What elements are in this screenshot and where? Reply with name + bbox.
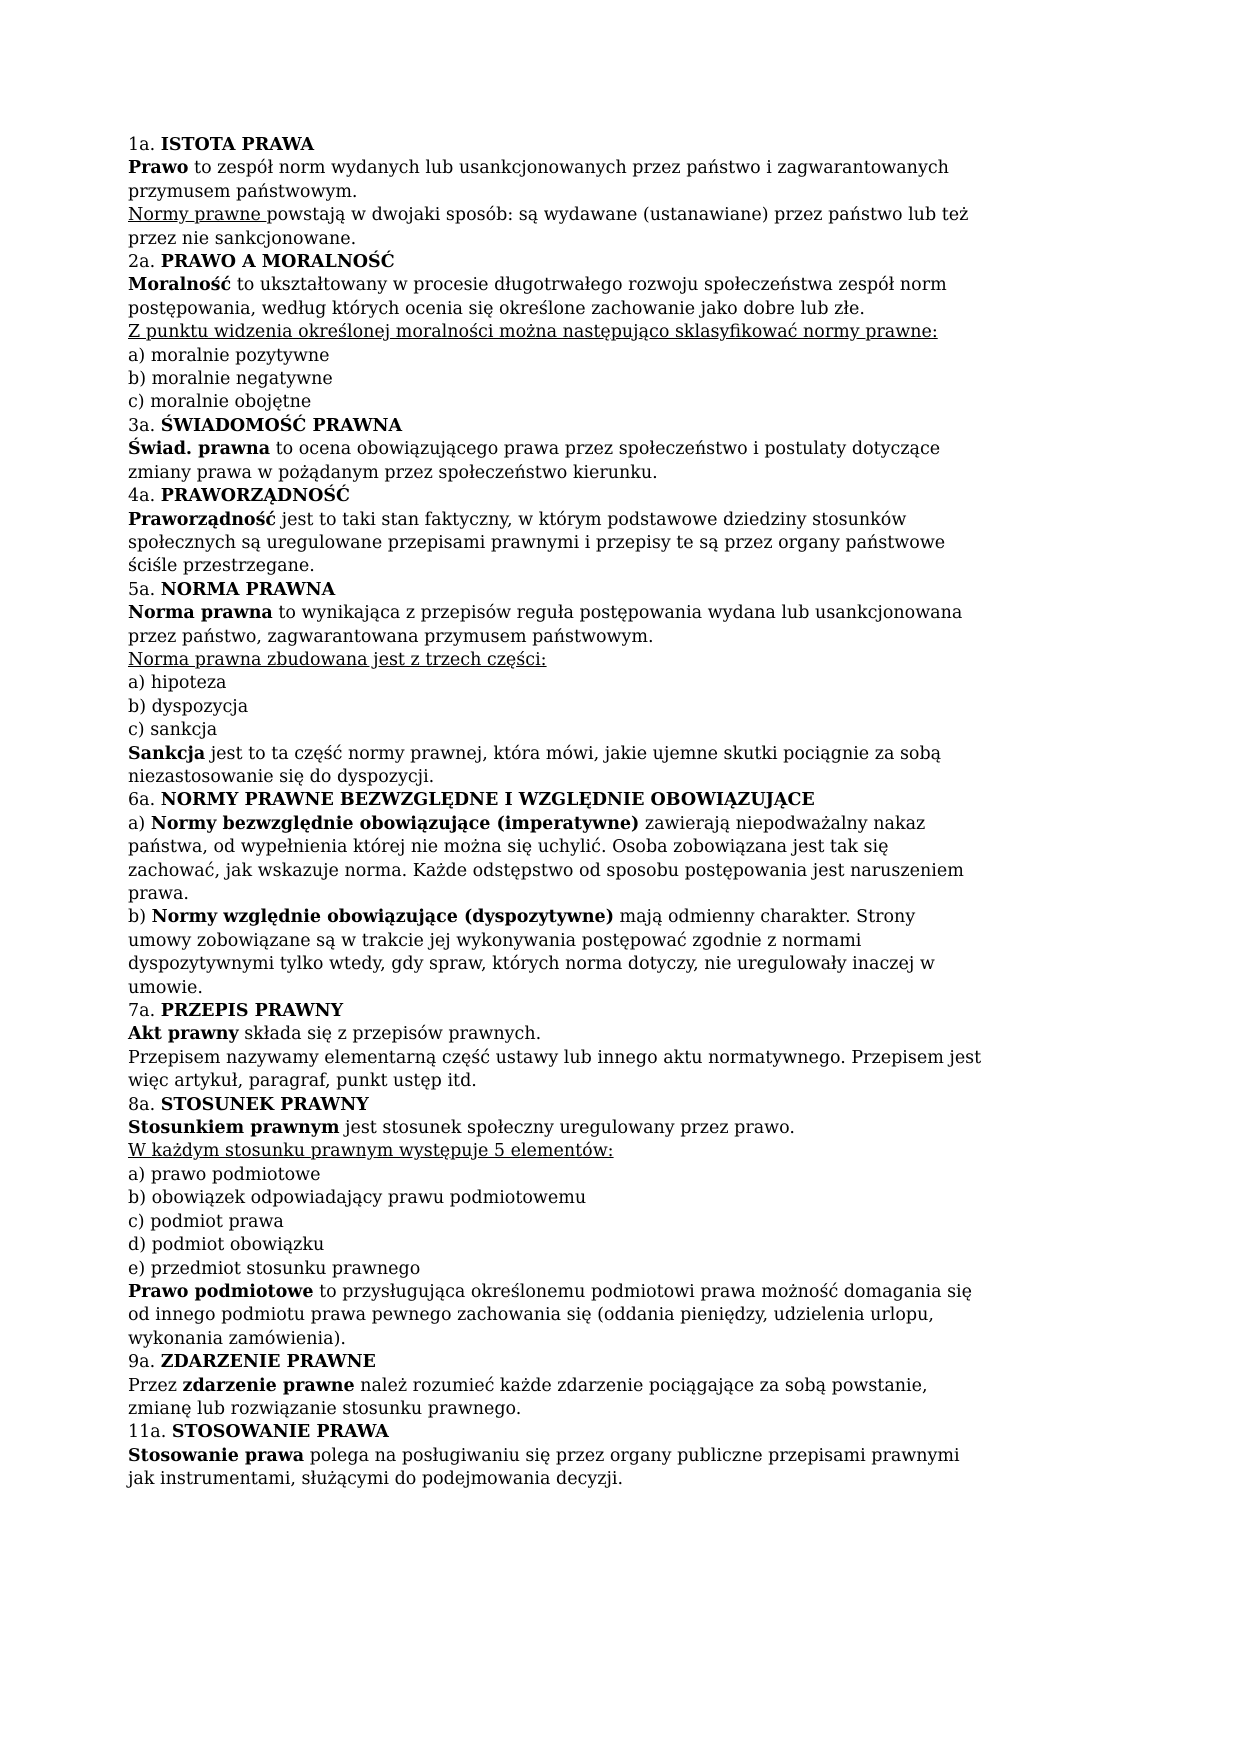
bold-text-run: Stosunkiem prawnym	[128, 1118, 340, 1139]
paragraph	[128, 1047, 982, 1094]
text-run: jest stosunek społeczny uregulowany przez prawo.	[339, 1118, 795, 1139]
underlined-text-run: Z punktu widzenia określonej moralności można następująco sklasyfikować normy prawne:	[128, 322, 938, 343]
section-heading	[128, 1000, 982, 1023]
list-item	[128, 345, 982, 368]
text-run: 4a.	[128, 486, 161, 507]
section-heading	[128, 789, 982, 812]
bold-text-run: Stosowanie prawa	[128, 1445, 305, 1466]
bold-text-run: Prawo	[128, 158, 189, 179]
list-item	[128, 1211, 982, 1234]
paragraph	[128, 321, 982, 344]
paragraph	[128, 1375, 982, 1422]
text-run: c) moralnie obojętne	[128, 392, 312, 413]
bold-text-run: Praworządność	[128, 509, 277, 530]
bold-text-run: Sankcja	[128, 743, 206, 764]
bold-text-run: NORMA PRAWNA	[160, 579, 336, 600]
text-run: c) podmiot prawa	[128, 1211, 284, 1232]
text-run: b) dyspozycja	[128, 696, 249, 717]
underlined-text-run: W każdym stosunku prawnym występuje 5 elementów:	[128, 1141, 614, 1162]
text-run: polega na posługiwaniu się przez organy publiczne przepisami prawnymi jak instrumentami, służącymi do podejmowania decyzji.	[128, 1445, 960, 1490]
list-item	[128, 391, 982, 414]
bold-text-run: PRAWO A MORALNOŚĆ	[160, 252, 395, 273]
section-heading	[128, 1421, 982, 1444]
text-run: 6a.	[128, 790, 161, 811]
text-run: mają odmienny charakter. Strony umowy zobowiązane są w trakcie jej wykonywania postępować zgodnie z normami dyspozytywnymi tylko wtedy, gdy spraw, których norma dotyczy, nie uregulowały inaczej w umowie.	[128, 907, 935, 998]
text-run: zawierają niepodważalny nakaz państwa, od wypełnienia której nie można się uchylić. Osoba zobowiązana jest tak się zachować, jak wskazuje norma. Każde odstępstwo od sposobu postępowania jest naruszeniem prawa.	[128, 813, 964, 904]
list-item	[128, 672, 982, 695]
text-run: to przysługująca określonemu podmiotowi prawa możność domagania się od innego podmiotu prawa pewnego zachowania się (oddania pieniędzy, udzielenia urlopu, wykonania zamówienia).	[128, 1281, 973, 1349]
bold-text-run: STOSOWANIE PRAWA	[171, 1422, 389, 1443]
bold-text-run: Normy bezwzględnie obowiązujące (imperatywne)	[150, 813, 640, 834]
bold-text-run: Prawo podmiotowe	[128, 1281, 314, 1302]
paragraph	[128, 1140, 982, 1163]
bold-text-run: NORMY PRAWNE BEZWZGLĘDNE I WZGLĘDNIE OBOWIĄZUJĄCE	[160, 790, 815, 811]
section-heading	[128, 579, 982, 602]
text-run: Przepisem nazywamy elementarną część ustawy lub innego aktu normatywnego. Przepisem jest więc artykuł, paragraf, punkt ustęp itd.	[128, 1047, 982, 1092]
bold-text-run: ŚWIADOMOŚĆ PRAWNA	[160, 415, 403, 436]
text-run: powstają w dwojaki sposób: są wydawane (ustanawiane) przez państwo lub też przez nie sankcjonowane.	[128, 205, 969, 249]
list-item	[128, 719, 982, 742]
text-run: 11a.	[128, 1422, 172, 1443]
text-run: b) obowiązek odpowiadający prawu podmiotowemu	[128, 1188, 587, 1209]
paragraph	[128, 743, 982, 790]
text-run: 9a.	[128, 1352, 161, 1373]
bold-text-run: ZDARZENIE PRAWNE	[160, 1352, 376, 1373]
paragraph	[128, 438, 982, 485]
text-run: to ukształtowany w procesie długotrwałego rozwoju społeczeństwa zespół norm postępowania, według których ocenia się określone zachowanie jako dobre lub złe.	[128, 275, 947, 319]
paragraph	[128, 906, 982, 1000]
bold-text-run: Akt prawny	[128, 1024, 239, 1045]
list-item	[128, 696, 982, 719]
text-run: 3a.	[128, 415, 161, 436]
text-run: to wynikająca z przepisów reguła postępowania wydana lub usankcjonowana przez państwo, zagwarantowana przymusem państwowym.	[128, 603, 963, 647]
list-item	[128, 1234, 982, 1257]
section-heading	[128, 1094, 982, 1117]
text-run: a) moralnie pozytywne	[128, 345, 330, 366]
text-run: to zespół norm wydanych lub usankcjonowanych przez państwo i zagwarantowanych przymusem państwowym.	[128, 158, 949, 202]
section-heading	[128, 251, 982, 274]
text-run: a) prawo podmiotowe	[128, 1164, 321, 1185]
list-item	[128, 1164, 982, 1187]
paragraph	[128, 1281, 982, 1351]
section-heading	[128, 485, 982, 508]
list-item	[128, 1187, 982, 1210]
text-run: składa się z przepisów prawnych.	[238, 1024, 542, 1045]
bold-text-run: PRAWORZĄDNOŚĆ	[160, 486, 350, 507]
text-run: 7a.	[128, 1001, 161, 1022]
text-run: jest to taki stan faktyczny, w którym podstawowe dziedziny stosunków społecznych są uregulowane przepisami prawnymi i przepisy te są przez organy państwowe ściśle przestrzegane.	[128, 509, 946, 577]
paragraph	[128, 1023, 982, 1046]
bold-text-run: STOSUNEK PRAWNY	[160, 1094, 369, 1115]
section-heading	[128, 134, 982, 157]
bold-text-run: Normy względnie obowiązujące (dyspozytywne)	[151, 907, 614, 928]
paragraph	[128, 1445, 982, 1492]
paragraph	[128, 274, 982, 321]
paragraph	[128, 813, 982, 907]
text-run: e) przedmiot stosunku prawnego	[128, 1258, 421, 1279]
list-item	[128, 1258, 982, 1281]
section-heading	[128, 1351, 982, 1374]
text-run: c) sankcja	[128, 720, 218, 741]
paragraph	[128, 602, 982, 649]
text-run: a) hipoteza	[128, 673, 227, 694]
section-heading	[128, 415, 982, 438]
paragraph	[128, 509, 982, 579]
bold-text-run: Świad. prawna	[128, 439, 271, 460]
text-run: 2a.	[128, 252, 161, 273]
text-run: b) moralnie negatywne	[128, 369, 333, 390]
list-item	[128, 368, 982, 391]
underlined-text-run: Norma prawna zbudowana jest z trzech części:	[128, 649, 547, 670]
text-run: d) podmiot obowiązku	[128, 1235, 325, 1256]
paragraph	[128, 157, 982, 204]
paragraph	[128, 649, 982, 672]
text-run: Przez	[128, 1375, 183, 1396]
text-run: należ rozumieć każde zdarzenie pociągające za sobą powstanie, zmianę lub rozwiązanie stosunku prawnego.	[128, 1375, 928, 1419]
bold-text-run: Moralność	[128, 275, 232, 296]
bold-text-run: PRZEPIS PRAWNY	[160, 1001, 344, 1022]
paragraph	[128, 1117, 982, 1140]
paragraph	[128, 204, 982, 251]
text-run: b)	[128, 907, 152, 928]
underlined-text-run: Normy prawne	[128, 205, 267, 226]
text-run: 8a.	[128, 1094, 161, 1115]
text-run: 1a.	[128, 135, 161, 155]
text-run: a)	[128, 813, 151, 834]
text-run: jest to ta część normy prawnej, która mówi, jakie ujemne skutki pociągnie za sobą niezastosowanie się do dyspozycji.	[128, 743, 942, 787]
text-run: to ocena obowiązującego prawa przez społeczeństwo i postulaty dotyczące zmiany prawa w pożądanym przez społeczeństwo kierunku.	[128, 439, 941, 483]
bold-text-run: ISTOTA PRAWA	[160, 135, 315, 155]
bold-text-run: zdarzenie prawne	[182, 1375, 355, 1396]
text-run: 5a.	[128, 579, 161, 600]
document-body	[128, 134, 982, 1492]
bold-text-run: Norma prawna	[128, 603, 273, 624]
